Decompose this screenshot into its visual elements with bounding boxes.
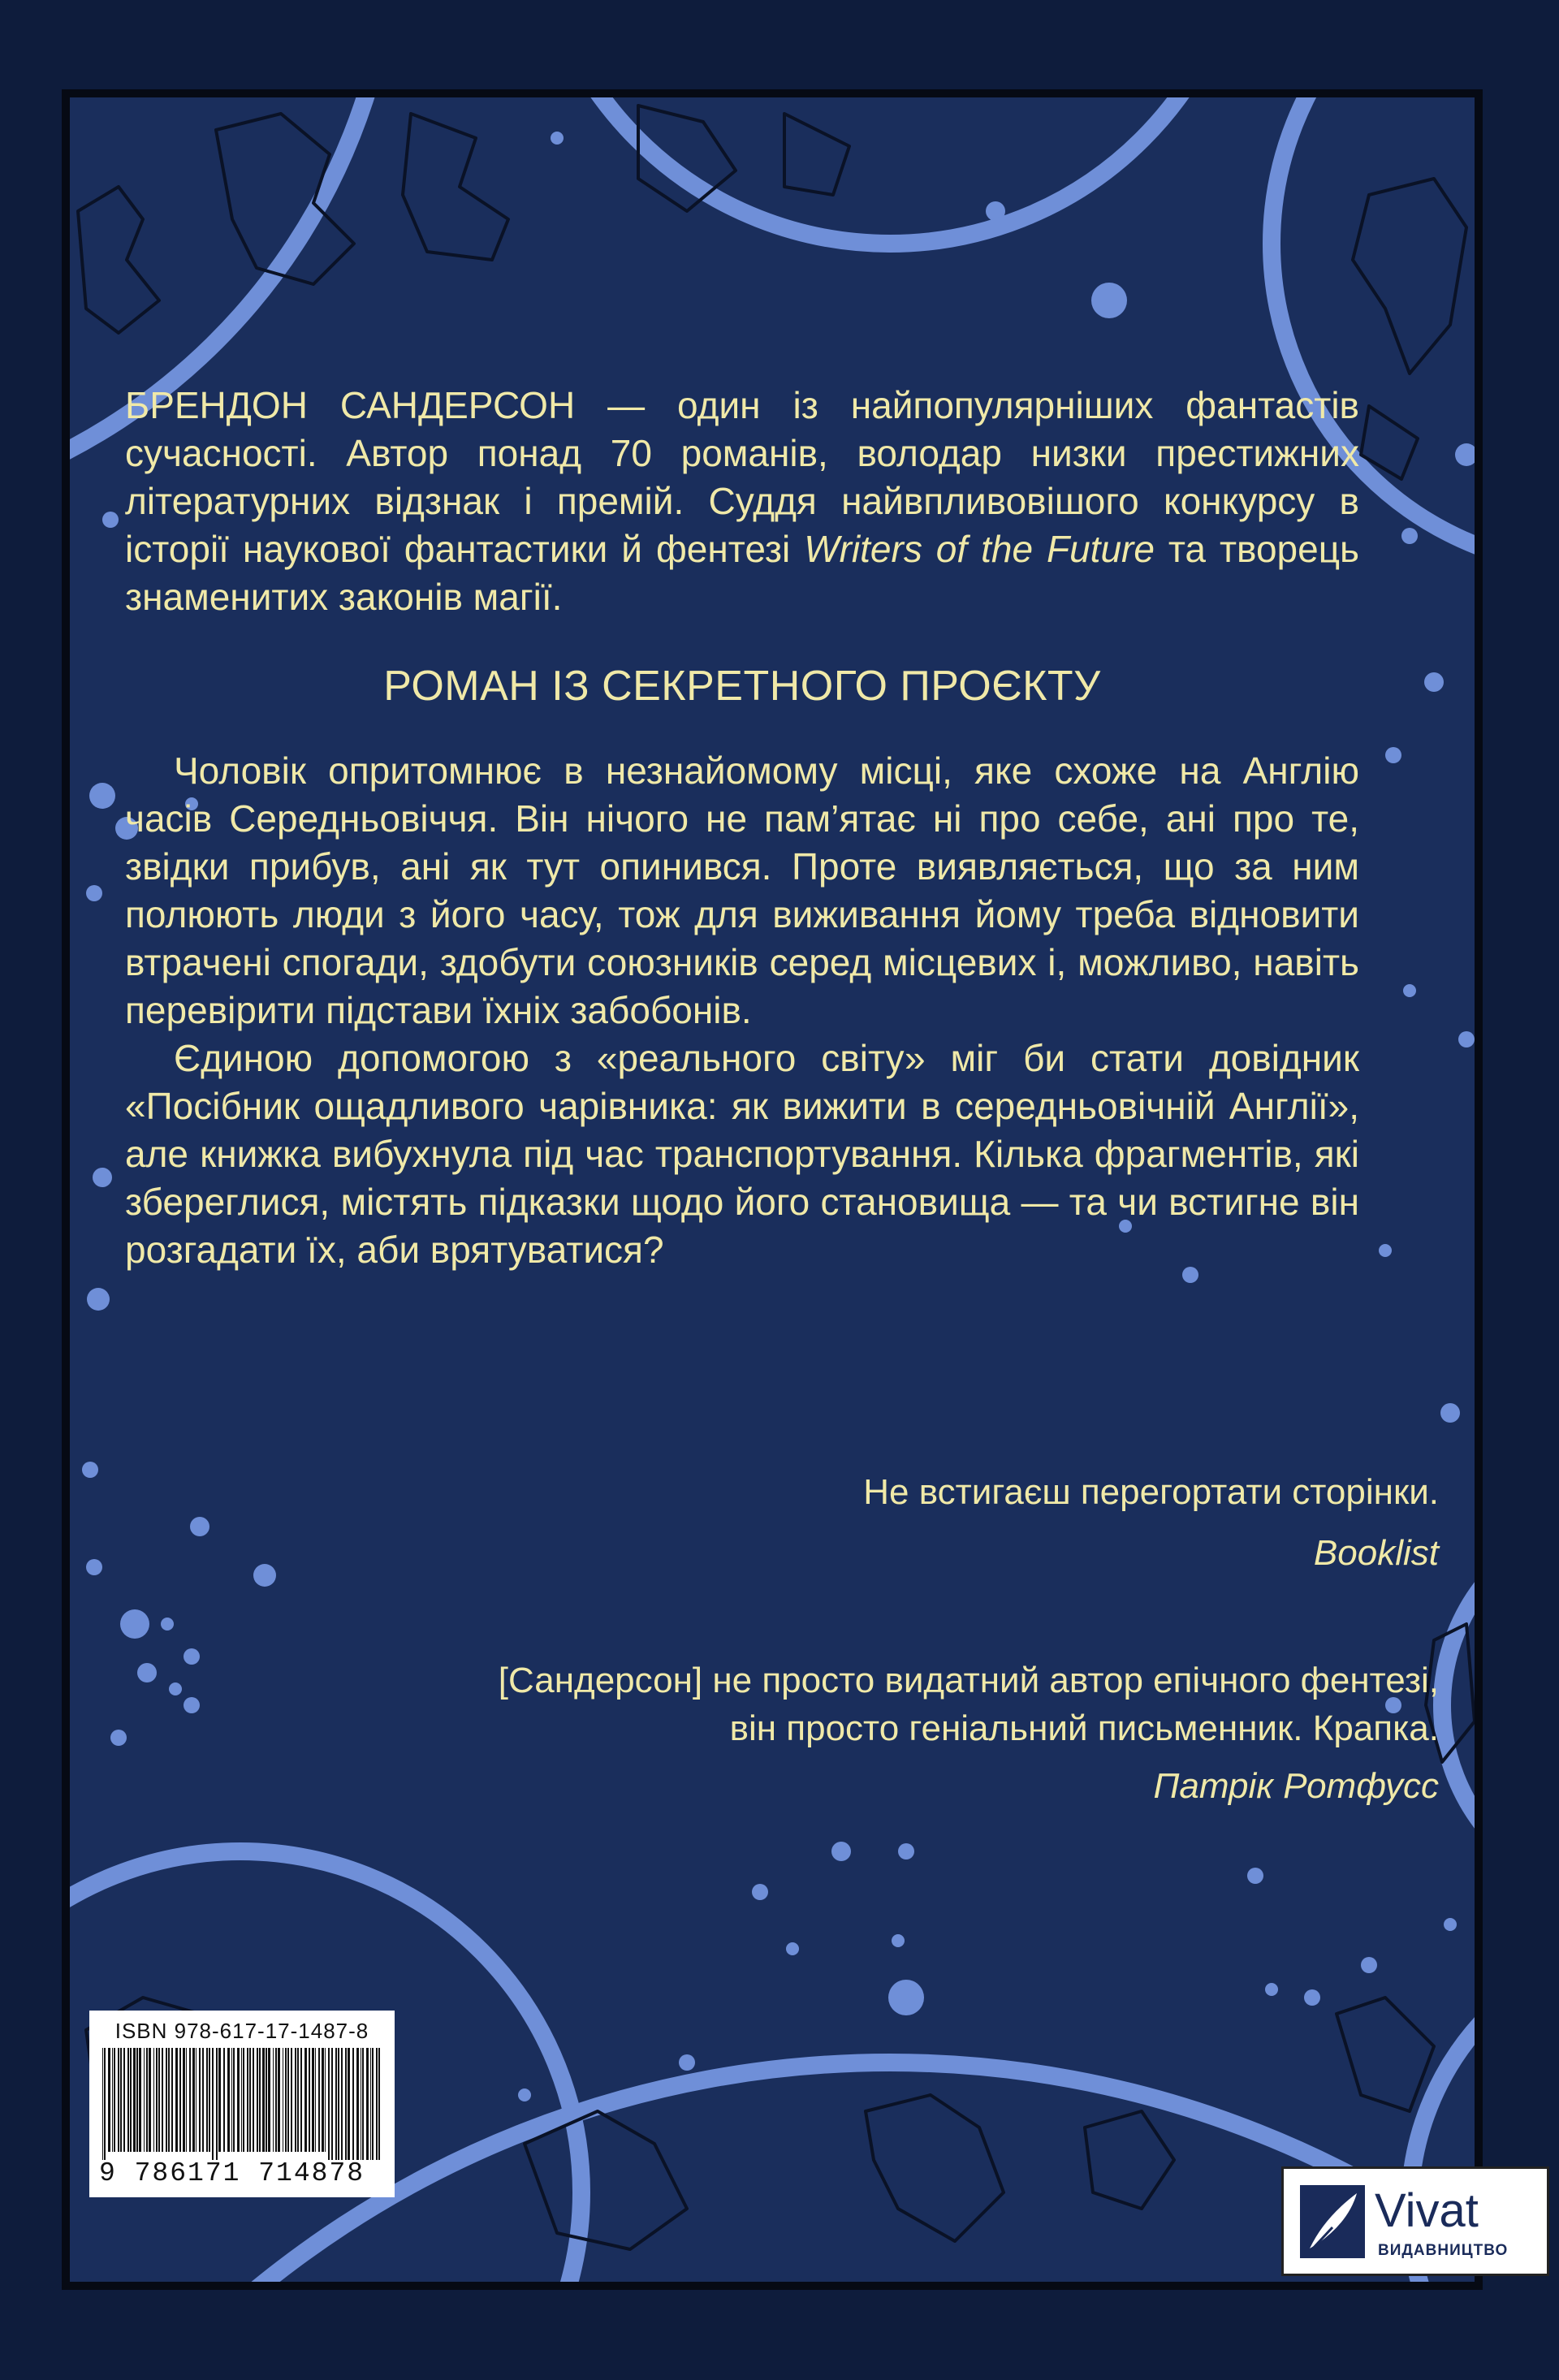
continent-bottom-center	[525, 2111, 687, 2249]
barcode-bar	[341, 2048, 343, 2160]
star	[161, 1618, 174, 1631]
barcode-bar	[378, 2048, 380, 2160]
barcode-bar	[166, 2048, 167, 2152]
barcode-bar	[278, 2048, 280, 2152]
star	[1091, 283, 1127, 318]
barcode-bar	[209, 2048, 210, 2152]
barcode-bar	[325, 2048, 326, 2152]
isbn-barcode-box	[89, 2011, 395, 2197]
barcode-bar	[259, 2048, 261, 2152]
barcode-bar	[297, 2048, 299, 2152]
continent-bottom-right	[1337, 1998, 1434, 2111]
barcode-bar	[123, 2048, 125, 2152]
continent-top-left	[78, 187, 159, 333]
barcode-bar	[179, 2048, 181, 2152]
barcode-bar	[120, 2048, 122, 2152]
star	[1424, 672, 1444, 692]
quote-2-line-1: [Сандерсон] не просто видатний автор епічного фентезі,	[498, 1661, 1439, 1700]
star	[551, 132, 564, 145]
barcode-bar	[309, 2048, 310, 2152]
star	[752, 1884, 768, 1900]
barcode-bar	[300, 2048, 302, 2152]
star	[1403, 984, 1416, 997]
star	[82, 1462, 98, 1478]
star	[253, 1564, 276, 1587]
author-bio	[125, 382, 1359, 621]
barcode-bar	[257, 2048, 258, 2152]
barcode-bar	[268, 2048, 270, 2152]
barcode-bar	[223, 2048, 225, 2152]
star	[184, 1697, 200, 1713]
barcode-bar	[216, 2048, 218, 2160]
star	[1265, 1983, 1278, 1996]
barcode-bar	[370, 2048, 371, 2160]
barcode-bar	[199, 2048, 201, 2152]
globe-ring-middle-right	[1442, 1510, 1475, 1900]
quote-1-text: Не встигаєш перегортати сторінки.	[863, 1472, 1439, 1512]
star	[1361, 1957, 1377, 1973]
star	[110, 1730, 127, 1746]
author-bio-text: БРЕНДОН САНДЕРСОН — один із найпопулярніших фантастів сучасності. Автор понад 70 романів, володар низки престижних літературних відзнак і премій. Суддя найвпливовішого конкурсу в історії наукової фантастики й фентезі	[125, 384, 1359, 570]
barcode-bar	[218, 2048, 221, 2152]
barcode-bar	[186, 2048, 187, 2152]
barcode-bar	[249, 2048, 251, 2152]
barcode-bar	[335, 2048, 337, 2160]
barcode-bar	[139, 2048, 141, 2152]
publisher-name: Vivat	[1375, 2184, 1479, 2237]
barcode-bar	[175, 2048, 178, 2152]
barcode-bar	[168, 2048, 170, 2152]
barcode-bar	[348, 2048, 350, 2160]
barcode-bar	[352, 2048, 354, 2160]
star	[190, 1517, 209, 1536]
barcode-bar	[247, 2048, 248, 2152]
barcode-bar	[104, 2048, 106, 2160]
barcode-bar	[206, 2048, 208, 2152]
continent-bottom-center-3	[1085, 2111, 1174, 2209]
barcode-bar	[275, 2048, 277, 2152]
barcode-bar	[312, 2048, 314, 2152]
publisher-subtitle: ВИДАВНИЦТВО	[1378, 2242, 1509, 2259]
star	[102, 512, 119, 528]
barcode-bar	[162, 2048, 163, 2152]
section-title: РОМАН ІЗ СЕКРЕТНОГО ПРОЄКТУ	[383, 663, 1101, 710]
star	[679, 2054, 695, 2071]
barcode-bar	[322, 2048, 324, 2152]
quote-2-text	[302, 1656, 1439, 1752]
star	[518, 2088, 531, 2101]
barcode	[99, 2048, 385, 2160]
barcode-bar	[153, 2048, 154, 2152]
barcode-bar	[202, 2048, 204, 2152]
barcode-bar	[118, 2048, 119, 2152]
barcode-bar	[315, 2048, 316, 2152]
star	[892, 1934, 905, 1947]
barcode-bar	[130, 2048, 132, 2152]
barcode-bar	[227, 2048, 230, 2152]
star	[1247, 1868, 1263, 1884]
barcode-bar	[273, 2048, 274, 2152]
barcode-bar	[127, 2048, 129, 2152]
barcode-bar	[362, 2048, 364, 2160]
barcode-bar	[233, 2048, 235, 2152]
barcode-bar	[149, 2048, 151, 2152]
barcode-bar	[192, 2048, 195, 2152]
star	[93, 1168, 112, 1187]
star	[1304, 1989, 1320, 2006]
barcode-bar	[285, 2048, 287, 2152]
barcode-bar	[212, 2048, 214, 2160]
continent-top-center-2	[784, 114, 849, 195]
star	[86, 885, 102, 901]
star	[1458, 1031, 1475, 1047]
barcode-bar	[158, 2048, 160, 2152]
quote-2-line-2: він просто геніальний письменник. Крапка.	[729, 1708, 1439, 1748]
barcode-bar	[331, 2048, 333, 2160]
barcode-bar	[102, 2048, 103, 2160]
star	[89, 783, 115, 809]
continent-bottom-center-2	[866, 2095, 1004, 2241]
barcode-bar	[146, 2048, 148, 2152]
star	[1379, 1244, 1392, 1257]
star	[184, 1648, 200, 1665]
barcode-bar	[253, 2048, 254, 2152]
barcode-bar	[108, 2048, 110, 2152]
barcode-bar	[318, 2048, 320, 2152]
isbn-label: ISBN 978-617-17-1487-8	[114, 2019, 369, 2043]
barcode-bar	[133, 2048, 136, 2152]
isbn-digits: 9 786171 714878	[99, 2158, 365, 2188]
publisher-logo	[1281, 2166, 1549, 2276]
star	[1385, 747, 1401, 763]
barcode-bar	[144, 2048, 145, 2152]
star	[786, 1942, 799, 1955]
synopsis-paragraph-2: Єдиною допомогою з «реального світу» міг би стати довідник «Посібник ощадливого чарівника: як вижити в середньовічній Англії», але книжка вибухнула під час транспортування. Кілька фрагментів, які збереглися, містять підказки щодо його становища — та чи встигне він розгадати їх, аби врятуватися?	[125, 1037, 1359, 1271]
star	[86, 1559, 102, 1575]
barcode-bar	[189, 2048, 191, 2152]
quote-1-source: Booklist	[1313, 1533, 1439, 1573]
star	[888, 1980, 924, 2015]
barcode-bar	[291, 2048, 292, 2152]
barcode-bar	[287, 2048, 289, 2152]
barcode-bar	[376, 2048, 378, 2160]
barcode-bar	[372, 2048, 374, 2160]
barcode-bar	[112, 2048, 113, 2152]
continent-top-left-3	[403, 114, 508, 260]
star	[831, 1842, 851, 1861]
continent-top-right	[1353, 179, 1466, 374]
barcode-bar	[231, 2048, 232, 2152]
barcode-bar	[114, 2048, 115, 2152]
star	[1440, 1403, 1460, 1423]
star	[1401, 528, 1418, 544]
synopsis-paragraph-1: Чоловік опритомнює в незнайомому місці, яке схоже на Англію часів Середньовіччя. Він нічого не пам’ятає ні про себе, ані про те, звідки прибув, ані як тут опинився. Проте виявляється, що за ним полюють люди з його часу, тож для виживання йому треба відновити втрачені спогади, здобути союзників серед місцевих і, можливо, навіть перевірити підстави їхніх забобонів.	[125, 749, 1359, 1031]
author-bio-italic-title: Writers of the Future	[804, 528, 1155, 570]
author-bio-text-end: та творець знаменитих законів магії.	[125, 528, 1360, 618]
barcode-bar	[262, 2048, 265, 2152]
barcode-bar	[156, 2048, 158, 2152]
star	[1444, 1918, 1457, 1931]
barcode-bar	[136, 2048, 138, 2152]
barcode-bar	[345, 2048, 347, 2160]
star	[169, 1682, 182, 1695]
barcode-bar	[241, 2048, 242, 2152]
barcode-bar	[295, 2048, 296, 2152]
star	[87, 1288, 110, 1311]
star	[898, 1843, 914, 1860]
barcode-bar	[328, 2048, 330, 2160]
barcode-bar	[356, 2048, 359, 2160]
barcode-bar	[183, 2048, 185, 2152]
barcode-bar	[266, 2048, 267, 2152]
star	[120, 1609, 149, 1639]
quill-icon	[1300, 2185, 1365, 2258]
barcode-bar	[243, 2048, 244, 2152]
star	[137, 1663, 157, 1682]
barcode-bar	[338, 2048, 339, 2160]
barcode-bar	[171, 2048, 173, 2152]
barcode-bar	[366, 2048, 369, 2160]
quote-2-source: Патрік Ротфусс	[1153, 1766, 1439, 1806]
barcode-bar	[237, 2048, 240, 2152]
barcode-bar	[304, 2048, 307, 2152]
synopsis	[125, 747, 1359, 1274]
star	[1455, 443, 1475, 466]
